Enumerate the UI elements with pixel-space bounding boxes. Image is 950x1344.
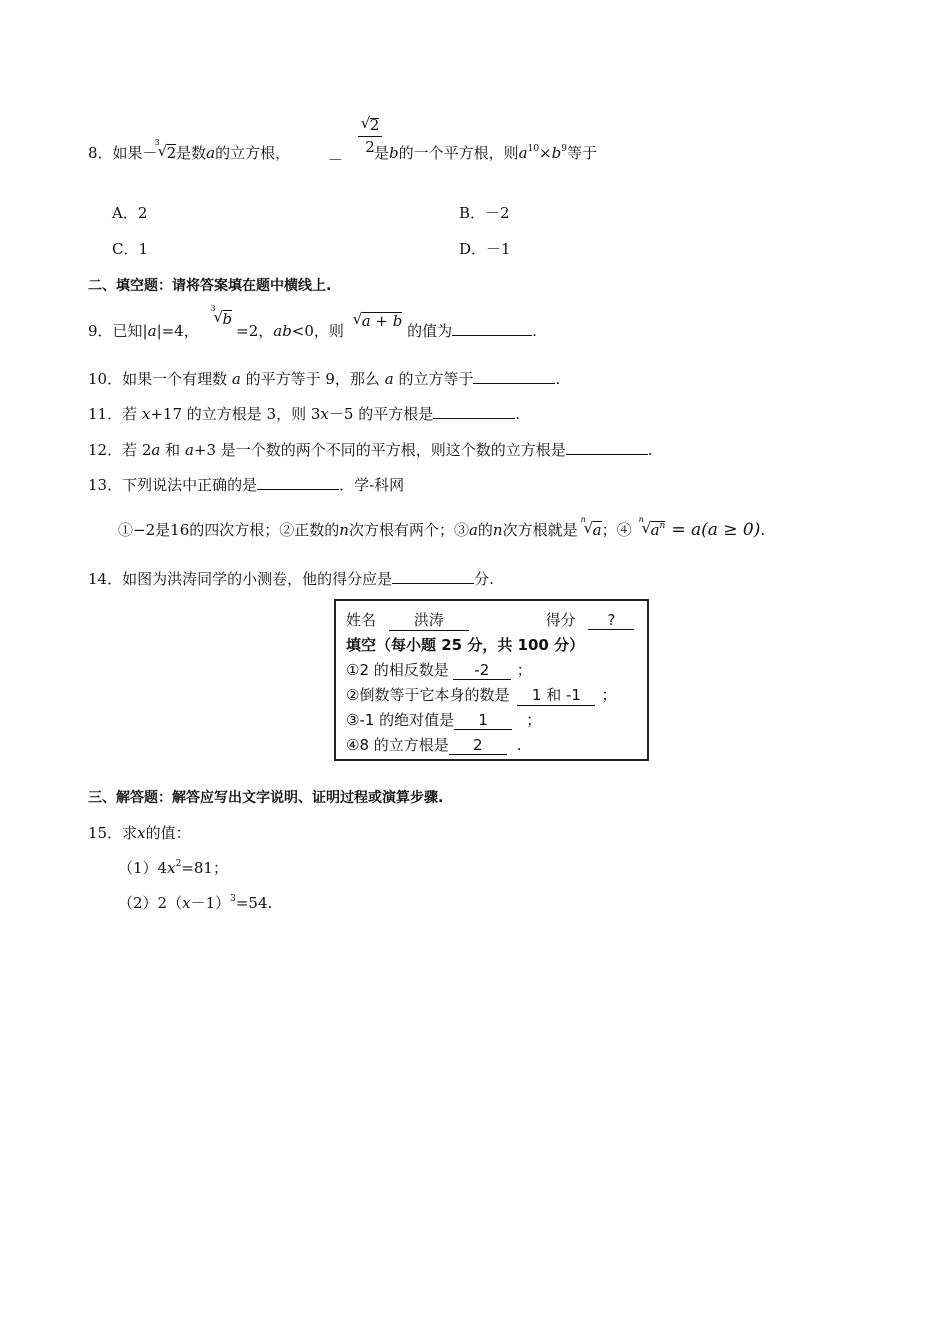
nth-root: n √ a [580, 515, 602, 539]
nth-root: n √ $a^n$ [638, 515, 666, 539]
question-8-cont: 是b的一个平方根，则$a^{10}\times b^9$等于 [374, 144, 597, 162]
quiz-card-heading: 填空（每小题 25 分，共 100 分） [346, 636, 585, 654]
quiz-item-4: ④8 的立方根是 2 . [346, 736, 522, 754]
option-b[interactable]: B．－2 [459, 204, 510, 222]
quiz-item-3: ③-1 的绝对值是 1 ； [346, 711, 542, 729]
radical-icon: √ [352, 310, 363, 328]
answer-blank[interactable] [566, 440, 648, 455]
question-number: 8． [88, 144, 113, 162]
option-a[interactable]: A．2 [112, 204, 148, 222]
question-9: 9．已知|a|=4， 3 √ b=2，ab<0，则 √ a + b 的值为 . [88, 304, 537, 340]
question-13: 13．下列说法中正确的是 ．学-科网 [88, 476, 405, 494]
question-12: 12．若 2a 和 a+3 是一个数的两个不同的平方根，则这个数的立方根是 . [88, 441, 653, 459]
answer-blank[interactable] [473, 369, 555, 384]
question-8-fraction: － √ 2 2 [328, 118, 382, 155]
question-15: 15．求x的值： [88, 824, 191, 842]
question-15-part-1: $(1)4x^2=81$； [118, 859, 228, 877]
answer-blank[interactable] [433, 404, 515, 419]
answer-blank[interactable] [452, 321, 532, 336]
radical-icon: √ [583, 519, 594, 537]
cube-root: 3 √ 2 [154, 138, 177, 162]
section-2-title: 二、填空题：请将答案填在题中横线上. [88, 278, 332, 294]
quiz-card [334, 599, 649, 761]
section-3-title: 三、解答题：解答应写出文字说明、证明过程或演算步骤. [88, 790, 444, 806]
question-10: 10．如果一个有理数 a 的平方等于 9，那么 a 的立方等于 . [88, 370, 561, 388]
question-11: 11．若 x+17 的立方根是 3，则 3x－5 的平方根是 . [88, 405, 520, 423]
question-15-part-2: $(2)2(x-1)^3=54$. [118, 894, 273, 912]
quiz-item-1: ①2 的相反数是 -2 ； [346, 661, 532, 679]
cube-root: 3 √ b [210, 304, 233, 328]
answer-blank[interactable] [257, 475, 339, 490]
question-13-statements: ①−2是16的四次方根；②正数的n次方根有两个；③a的n次方根就是 n √ a；④ n √ $a^n = a(a \ge 0)$. [118, 515, 766, 540]
quiz-item-2: ②倒数等于它本身的数是 1 和 -1 ； [346, 686, 617, 704]
fraction: √ 2 2 [358, 118, 383, 155]
option-d[interactable]: D．－1 [459, 240, 511, 258]
quiz-card-header: 姓名 洪涛 得分 ? [346, 609, 634, 631]
question-14: 14．如图为洪涛同学的小测卷，他的得分应是 分. [88, 570, 494, 588]
radical-icon: √ [360, 114, 371, 132]
radical-icon: √ [213, 308, 224, 326]
question-8: 8．如果－ 3 √ 2是数a的立方根， [88, 138, 291, 162]
answer-blank[interactable] [392, 569, 474, 584]
radical-icon: √ [641, 519, 652, 537]
square-root: √ a + b [352, 310, 403, 330]
option-c[interactable]: C．1 [112, 240, 149, 258]
radical-icon: √ [157, 142, 168, 160]
